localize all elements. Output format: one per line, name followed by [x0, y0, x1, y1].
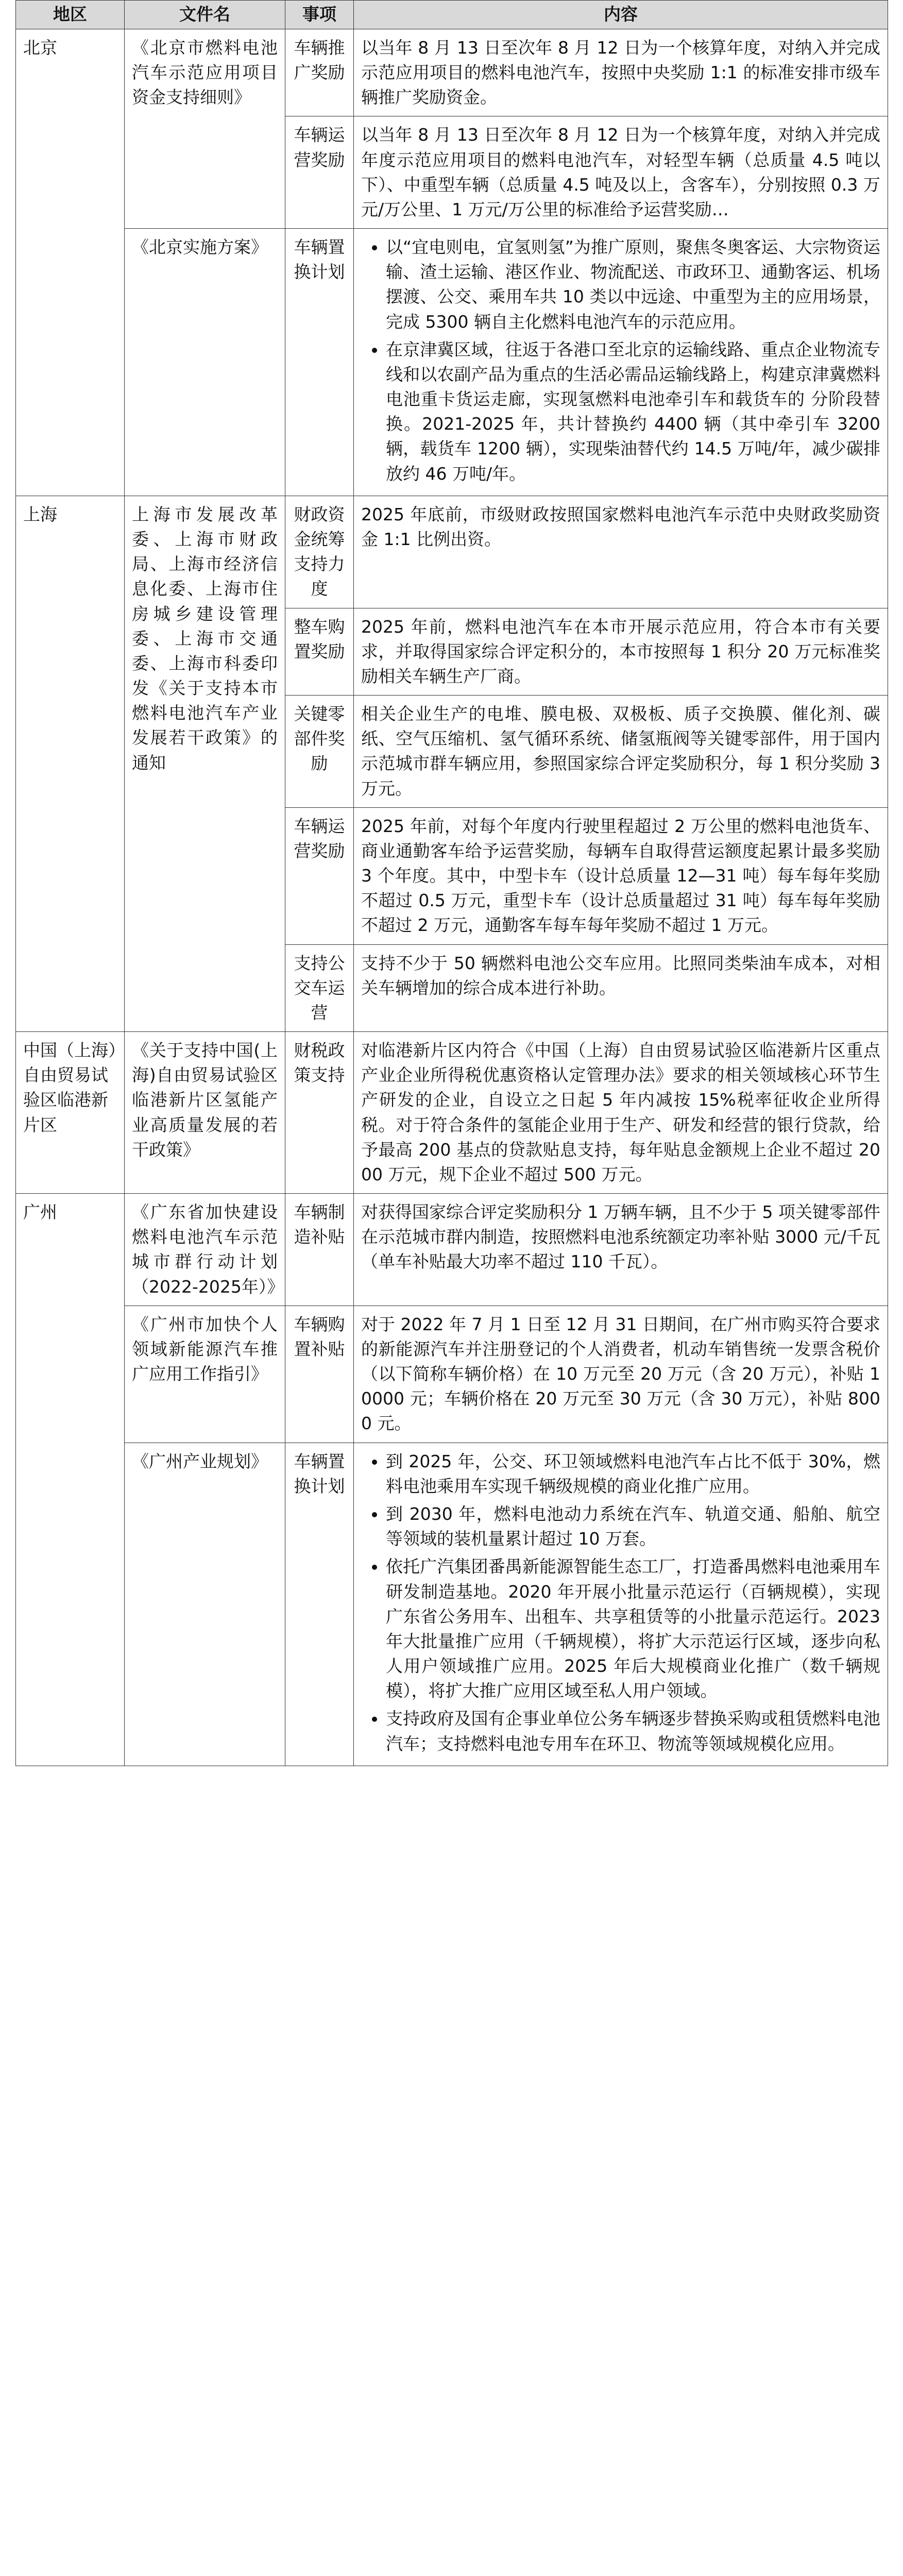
header-item: 事项: [285, 1, 354, 29]
document-name-cell: 《广州产业规划》: [125, 1443, 285, 1766]
content-cell: [354, 229, 888, 496]
content-cell: 以当年 8 月 13 日至次年 8 月 12 日为一个核算年度，对纳入并完成示范应用项目的燃料电池汽车，按照中央奖励 1:1 的标准安排市级车辆推广奖励资金。: [354, 29, 888, 116]
policy-table: [15, 0, 888, 1766]
table-row: [16, 29, 888, 116]
region-cell: 上海: [16, 496, 125, 1031]
item-label-cell: 关键零部件奖励: [285, 696, 354, 808]
item-label-cell: 车辆运营奖励: [285, 807, 354, 944]
item-label-cell: 车辆运营奖励: [285, 116, 354, 229]
table-body: [16, 29, 888, 1766]
region-cell: 广州: [16, 1194, 125, 1766]
document-name-cell: 《广东省加快建设燃料电池汽车示范城市群行动计划（2022-2025年）》: [125, 1194, 285, 1306]
item-label-cell: 财政资金统筹支持力度: [285, 496, 354, 608]
table-row: [16, 1443, 888, 1766]
content-cell: 2025 年底前，市级财政按照国家燃料电池汽车示范中央财政奖励资金 1:1 比例出资。: [354, 496, 888, 608]
content-cell: 相关企业生产的电堆、膜电极、双极板、质子交换膜、催化剂、碳纸、空气压缩机、氢气循环系统、储氢瓶阀等关键零部件，用于国内示范城市群车辆应用，参照国家综合评定奖励积分，每 1 积分奖励 3 万元。: [354, 696, 888, 808]
document-name-cell: 《北京实施方案》: [125, 229, 285, 496]
region-cell: 中国（上海）自由贸易试验区临港新片区: [16, 1032, 125, 1194]
item-label-cell: 整车购置奖励: [285, 608, 354, 696]
content-cell: 2025 年前，燃料电池汽车在本市开展示范应用，符合本市有关要求，并取得国家综合评定积分的，本市按照每 1 积分 20 万元标准奖励相关车辆生产厂商。: [354, 608, 888, 696]
item-label-cell: 财税政策支持: [285, 1032, 354, 1194]
header-row: [16, 1, 888, 29]
item-label-cell: 车辆制造补贴: [285, 1194, 354, 1306]
content-cell: 以当年 8 月 13 日至次年 8 月 12 日为一个核算年度，对纳入并完成年度示范应用项目的燃料电池汽车，对轻型车辆（总质量 4.5 吨以下）、中重型车辆（总质量 4.5 吨及以上，含客车），分别按照 0.3 万元/万公里、1 万元/万公里的标准给予运营奖励…: [354, 116, 888, 229]
item-label-cell: 车辆推广奖励: [285, 29, 354, 116]
table-row: [16, 1194, 888, 1306]
header-document: 文件名: [125, 1, 285, 29]
bullet-item: • 以“宜电则电，宜氢则氢”为推广原则，聚焦冬奥客运、大宗物资运输、渣土运输、港区作业、物流配送、市政环卫、通勤客运、机场摆渡、公交、乘用车共 10 类以中远途、中重型为主的应用场景，完成 5300 辆自主化燃料电池汽车的示范应用。: [386, 235, 880, 334]
bullet-list: [361, 235, 880, 486]
content-cell: 2025 年前，对每个年度内行驶里程超过 2 万公里的燃料电池货车、商业通勤客车给予运营奖励，每辆车自取得营运额度起累计最多奖励 3 个年度。其中，中型卡车（设计总质量 12—31 吨）每车每年奖励不超过 0.5 万元，重型卡车（设计总质量超过 31 吨）每车每年奖励不超过 2 万元，通勤客车每车每年奖励不超过 1 万元。: [354, 807, 888, 944]
content-cell: 对于 2022 年 7 月 1 日至 12 月 31 日期间，在广州市购买符合要求的新能源汽车并注册登记的个人消费者，机动车销售统一发票含税价（以下简称车辆价格）在 10 万元至 20 万元（含 20 万元），补贴 10000 元；车辆价格在 20 万元至 30 万元（含 30 万元），补贴 8000 元。: [354, 1306, 888, 1443]
document-name-cell: 《广州市加快个人领域新能源汽车推广应用工作指引》: [125, 1306, 285, 1443]
item-label-cell: 车辆购置补贴: [285, 1306, 354, 1443]
bullet-list: [361, 1449, 880, 1756]
document-name-cell: 《北京市燃料电池汽车示范应用项目资金支持细则》: [125, 29, 285, 228]
content-cell: 对获得国家综合评定奖励积分 1 万辆车辆，且不少于 5 项关键零部件在示范城市群内制造，按照燃料电池系统额定功率补贴 3000 元/千瓦（单车补贴最大功率不超过 110 千瓦）。: [354, 1194, 888, 1306]
content-cell: 对临港新片区内符合《中国（上海）自由贸易试验区临港新片区重点产业企业所得税优惠资格认定管理办法》要求的相关领域核心环节生产研发的企业，自设立之日起 5 年内减按 15%税率征收企业所得税。对于符合条件的氢能企业用于生产、研发和经营的银行贷款，给予最高 200 基点的贷款贴息支持，每年贴息金额规上企业不超过 2000 万元，规下企业不超过 500 万元。: [354, 1032, 888, 1194]
bullet-item: • 到 2025 年，公交、环卫领域燃料电池汽车占比不低于 30%，燃料电池乘用车实现千辆级规模的商业化推广应用。: [386, 1449, 880, 1499]
bullet-item: • 依托广汽集团番禺新能源智能生态工厂，打造番禺燃料电池乘用车研发制造基地。2020 年开展小批量示范运行（百辆规模），实现广东省公务用车、出租车、共享租赁等的小批量示范运行。2023 年大批量推广应用（千辆规模），将扩大示范运行区域，逐步向私人用户领域推广应用。2025 年后大规模商业化推广（数千辆规模），将扩大推广应用区域至私人用户领域。: [386, 1554, 880, 1703]
content-cell: [354, 1443, 888, 1766]
item-label-cell: 支持公交车运营: [285, 944, 354, 1032]
bullet-item: • 在京津冀区域，往返于各港口至北京的运输线路、重点企业物流专线和以农副产品为重点的生活必需品运输线路上，构建京津冀燃料电池重卡货运走廊，实现氢燃料电池牵引车和载货车的 分阶段替换。2021-2025 年，共计替换约 4400 辆（其中牵引车 3200 辆，载货车 1200 辆），实现柴油替代约 14.5 万吨/年，减少碳排放约 46 万吨/年。: [386, 337, 880, 486]
bullet-item: • 支持政府及国有企事业单位公务车辆逐步替换采购或租赁燃料电池汽车；支持燃料电池专用车在环卫、物流等领域规模化应用。: [386, 1706, 880, 1756]
table-row: [16, 1032, 888, 1194]
document-name-cell: 上海市发展改革委、上海市财政局、上海市经济信息化委、上海市住房城乡建设管理委、上海市交通委、上海市科委印发《关于支持本市燃料电池汽车产业发展若干政策》的通知: [125, 496, 285, 1031]
item-label-cell: 车辆置换计划: [285, 1443, 354, 1766]
table-row: [16, 1306, 888, 1443]
item-label-cell: 车辆置换计划: [285, 229, 354, 496]
header-region: 地区: [16, 1, 125, 29]
table-row: [16, 229, 888, 496]
region-cell: 北京: [16, 29, 125, 496]
bullet-item: • 到 2030 年，燃料电池动力系统在汽车、轨道交通、船舶、航空等领域的装机量累计超过 10 万套。: [386, 1502, 880, 1551]
document-name-cell: 《关于支持中国(上海)自由贸易试验区临港新片区氢能产业高质量发展的若干政策》: [125, 1032, 285, 1194]
table-row: [16, 496, 888, 608]
content-cell: 支持不少于 50 辆燃料电池公交车应用。比照同类柴油车成本，对相关车辆增加的综合成本进行补助。: [354, 944, 888, 1032]
header-content: 内容: [354, 1, 888, 29]
